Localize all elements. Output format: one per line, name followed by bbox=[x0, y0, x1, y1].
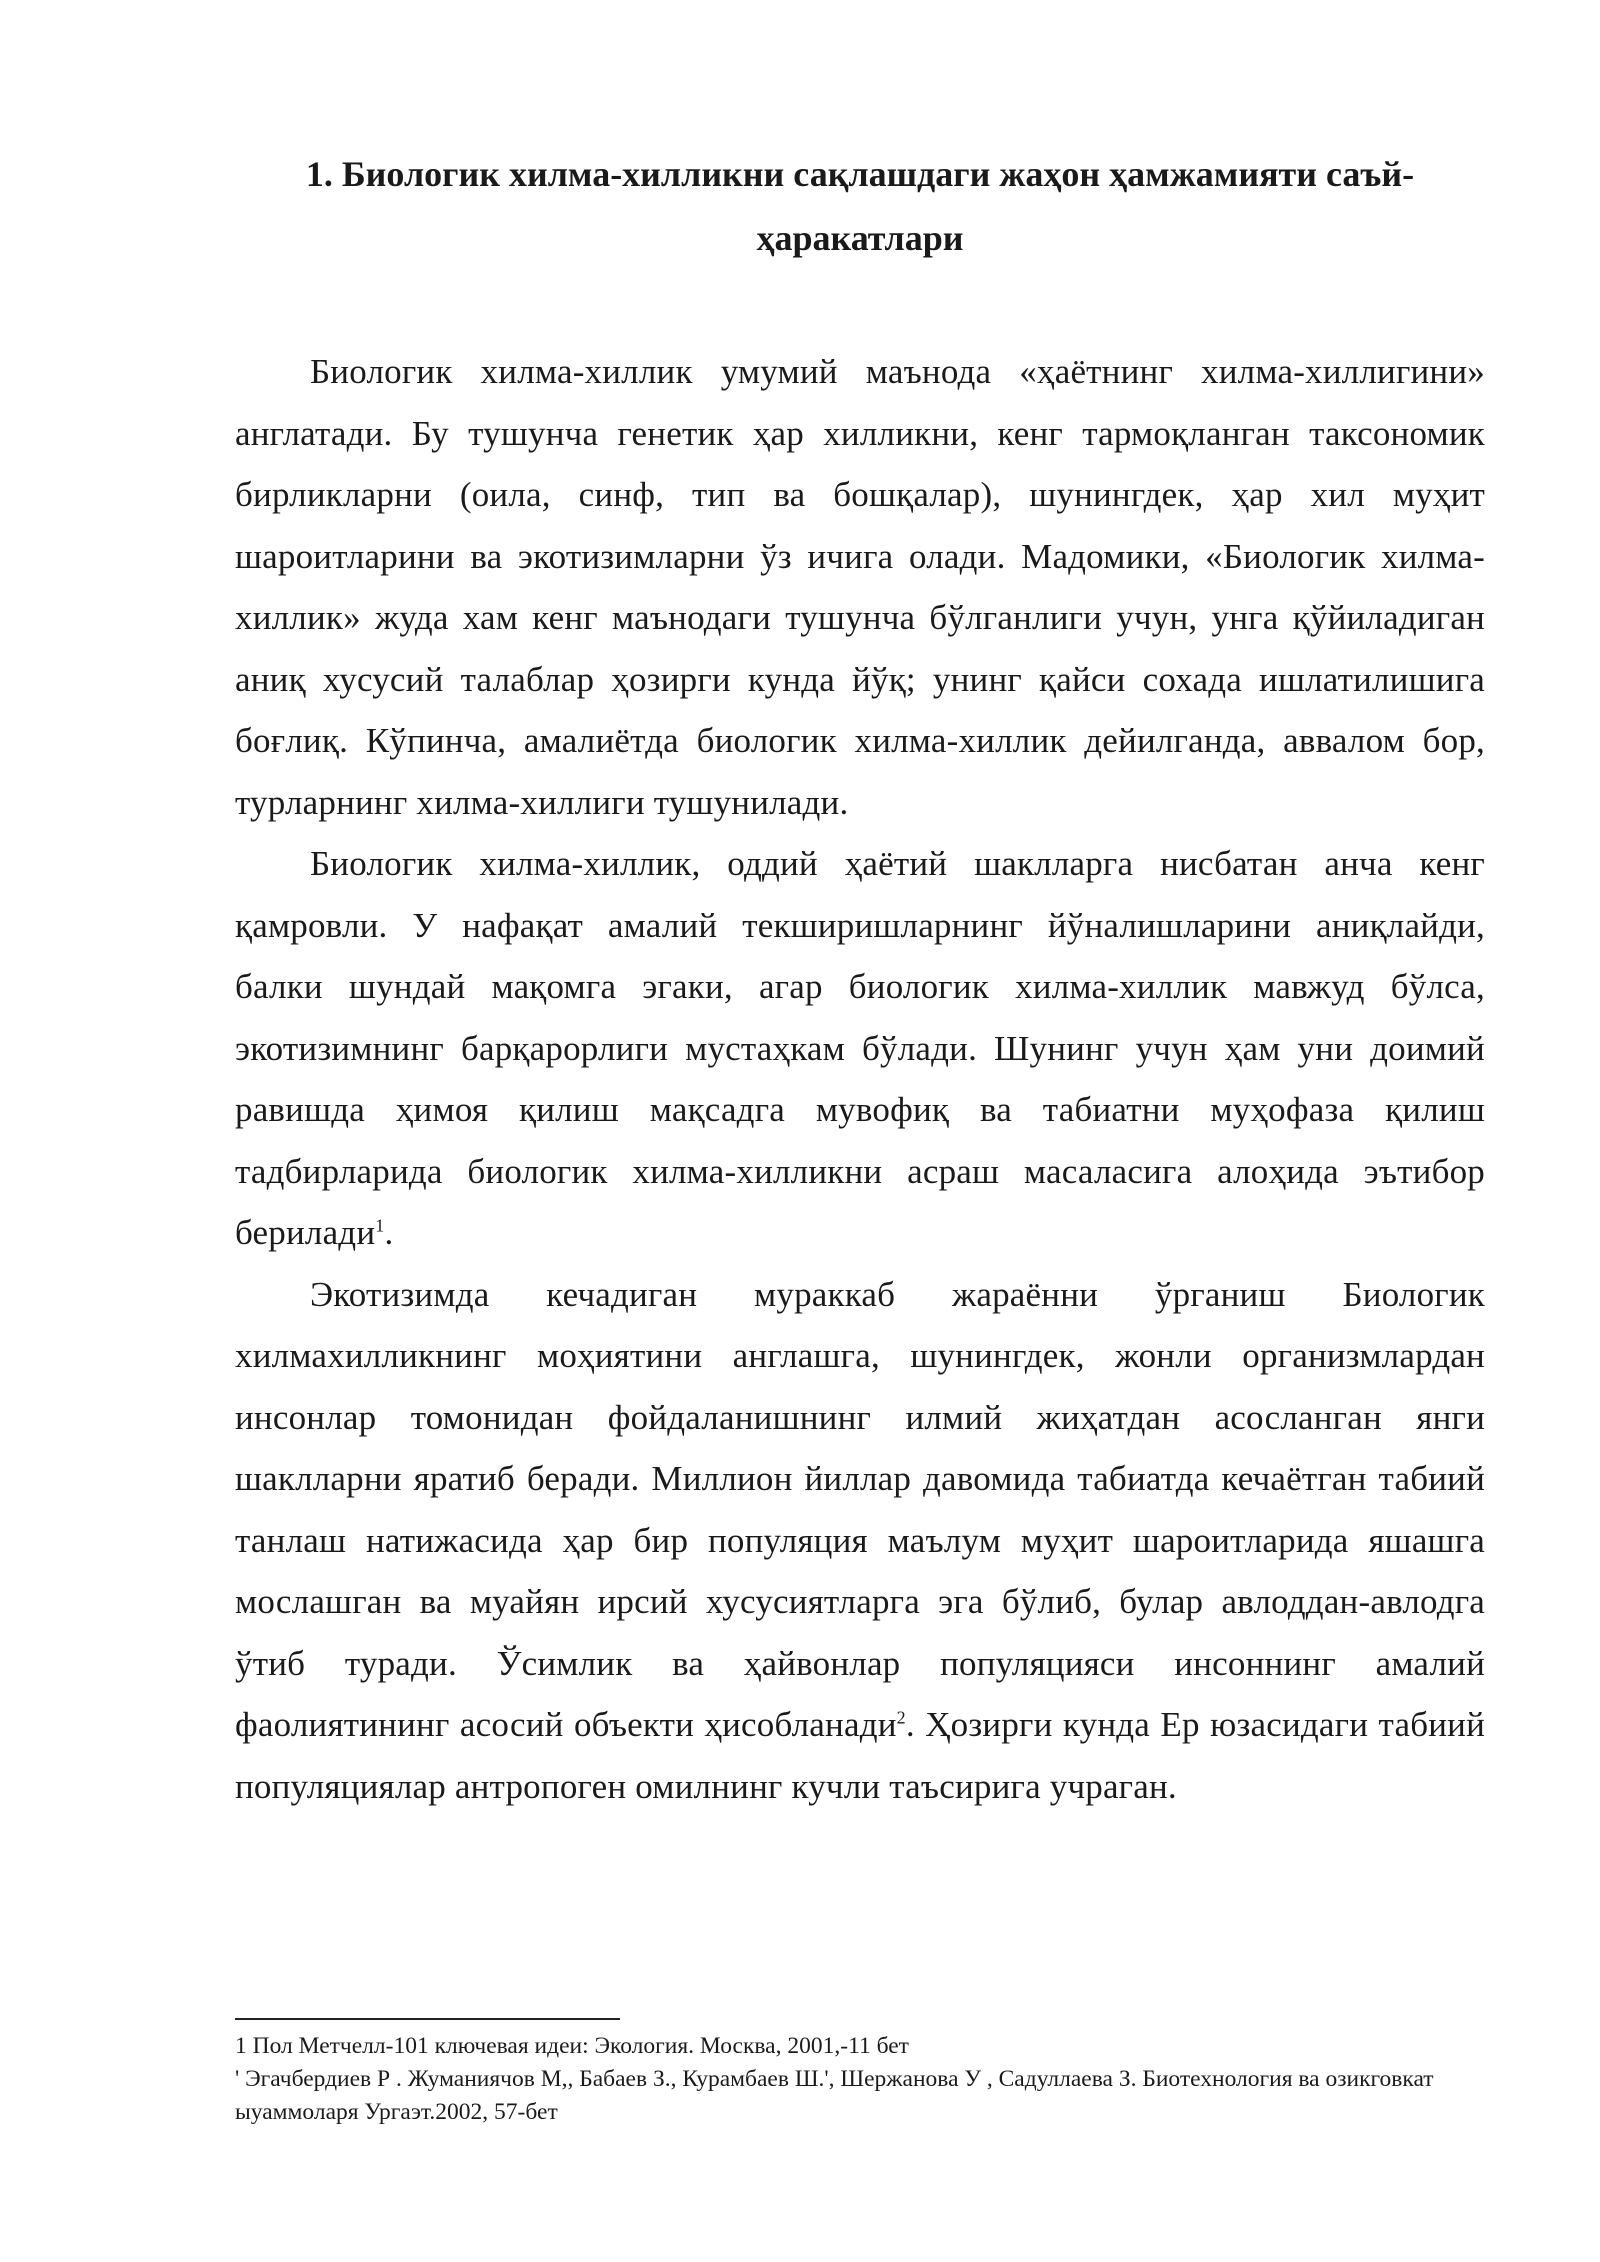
footnote-2: ' Эгачбердиев Р . Жуманиячов М,, Бабаев З., Курамбаев Ш.', Шержанова У , Садуллаева З. Биотехнология ва озикговкат ыуаммоларя Ургаэт.2002, 57-бет bbox=[235, 2066, 1434, 2125]
footnotes bbox=[235, 2030, 1495, 2129]
footnote-ref-2[interactable]: 2 bbox=[896, 1707, 906, 1728]
paragraph-2-text: Биологик хилма-хиллик, оддий ҳаётий шаклларга нисбатан анча кенг қамровли. У нафақат амалий текширишларнинг йўналишларини аниқлайди, балки шундай мақомга эгаки, агар биологик хилма-хиллик мавжуд бўлса, экотизимнинг барқарорлиги мустаҳкам бўлади. Шунинг учун ҳам уни доимий равишда ҳимоя қилиш мақсадга мувофиқ ва табиатни муҳофаза қилиш тадбирларида биологик хилма-хилликни асраш масаласига алоҳида эътибор берилади bbox=[235, 844, 1485, 1252]
paragraph-1 bbox=[235, 341, 1485, 833]
paragraph-3 bbox=[235, 1264, 1485, 1818]
paragraph-3-tail: . Ҳозирги кунда Ер юзасидаги табиий популяциялар антропоген омилнинг кучли таъсирига учраган. bbox=[235, 1705, 1485, 1806]
body-text bbox=[235, 341, 1485, 1817]
paragraph-2 bbox=[235, 833, 1485, 1264]
footnote-1: 1 Пол Метчелл-101 ключевая идеи: Экология. Москва, 2001,-11 бет bbox=[235, 2033, 909, 2059]
paragraph-2-tail: . bbox=[384, 1213, 394, 1252]
footnote-divider bbox=[235, 2018, 620, 2020]
paragraph-3-text: Экотизимда кечадиган мураккаб жараённи ўрганиш Биологик хилмахилликнинг моҳиятини англашга, шунингдек, жонли организмлардан инсонлар томонидан фойдаланишнинг илмий жиҳатдан асосланган янги шаклларни яратиб беради. Миллион йиллар давомида табиатда кечаётган табиий танлаш натижасида ҳар бир популяция маълум муҳит шароитларида яшашга мослашган ва муайян ирсий хусусиятларга эга бўлиб, булар авлоддан-авлодга ўтиб туради. Ўсимлик ва ҳайвонлар популяцияси инсоннинг амалий фаолиятининг асосий объекти ҳисобланади bbox=[235, 1274, 1485, 1744]
footnote-ref-1[interactable]: 1 bbox=[375, 1215, 385, 1236]
title-line-2: ҳаракатлари bbox=[756, 218, 964, 258]
title-line-1: 1. Биологик хилма-хилликни сақлашдаги жаҳон ҳамжамияти саъй- bbox=[305, 154, 1415, 194]
page-title bbox=[230, 142, 1490, 270]
paragraph-1-text: Биологик хилма-хиллик умумий маънода «ҳаётнинг хилма-хиллигини» англатади. Бу тушунча генетик ҳар хилликни, кенг тармоқланган таксономик бирликларни (оила, синф, тип ва бошқалар), шунингдек, ҳар хил муҳит шароитларини ва экотизимларни ўз ичига олади. Мадомики, «Биологик хилма-хиллик» жуда хам кенг маънодаги тушунча бўлганлиги учун, унга қўйиладиган аниқ хусусий талаблар ҳозирги кунда йўқ; унинг қайси сохада ишлатилишига боғлиқ. Кўпинча, амалиётда биологик хилма-хиллик дейилганда, аввалом бор, турларнинг хилма-хиллиги тушунилади. bbox=[235, 352, 1485, 822]
